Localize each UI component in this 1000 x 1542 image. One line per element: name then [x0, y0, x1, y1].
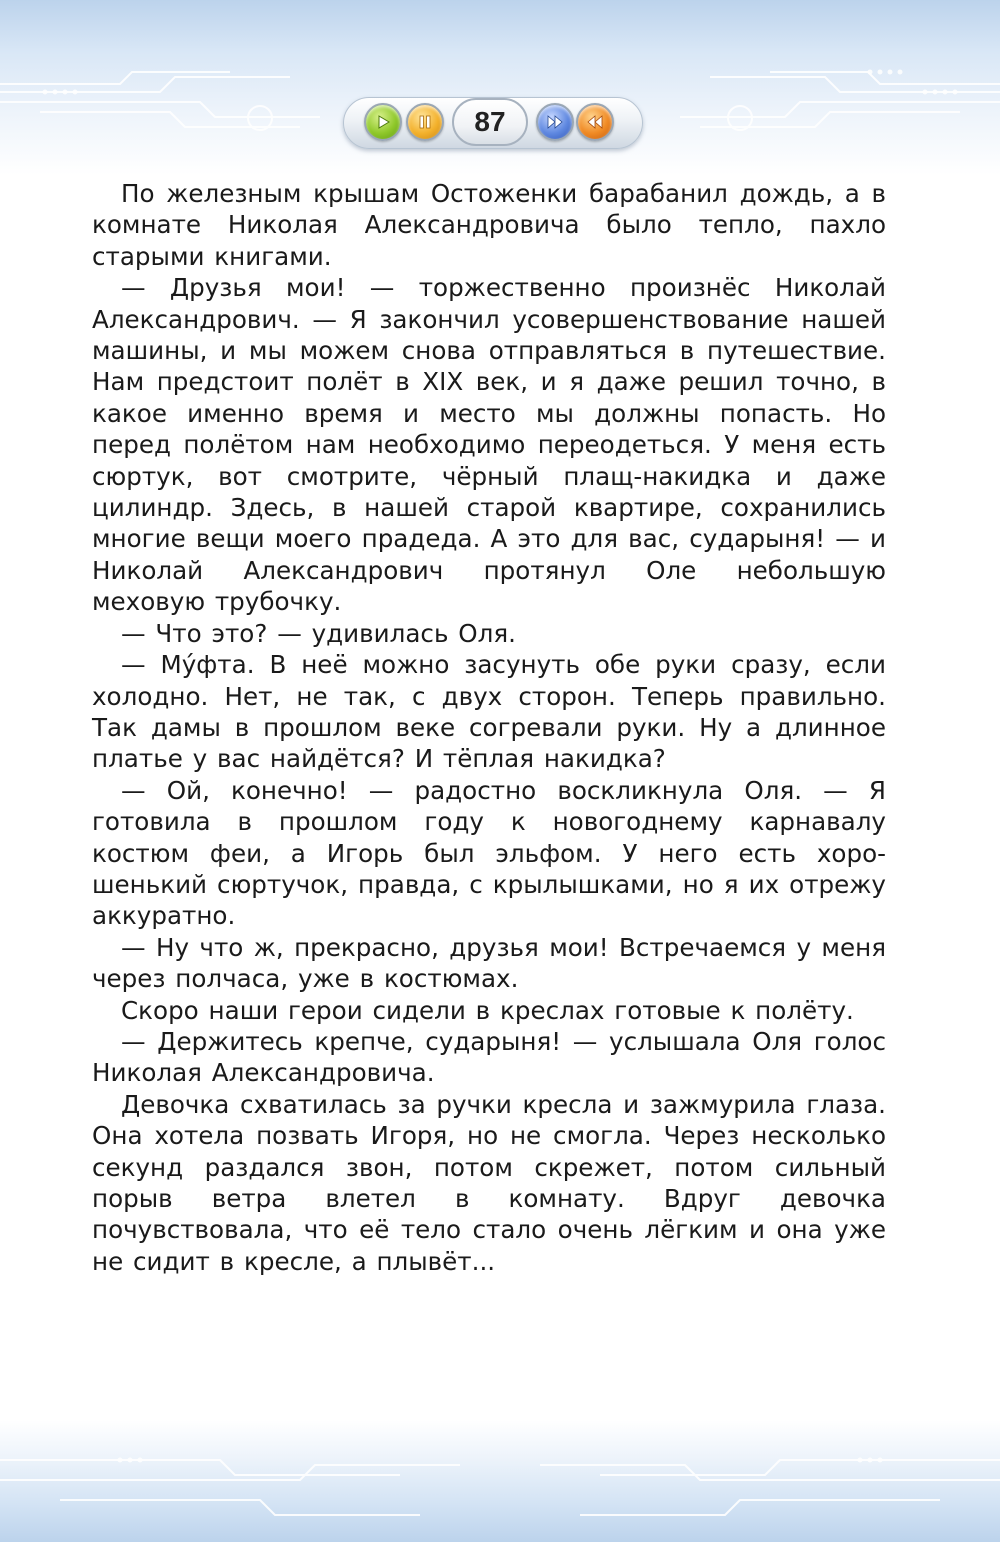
pause-icon — [416, 113, 434, 131]
paragraph: — Ну что ж, прекрасно, друзья мои! Встречаемся у меня через полчаса, уже в костюмах. — [92, 932, 886, 994]
previous-page-button[interactable] — [576, 103, 614, 141]
paragraph: Скоро наши герои сидели в креслах готовые к полёту. — [121, 995, 854, 1025]
next-page-button[interactable] — [536, 103, 574, 141]
paragraph: — Ой, конечно! — радостно воскликнула Оля. — Я готовила в прошлом году к новогоднему карнавалу костюм феи, а Игорь был эльфом. У него есть хорошенький сюртучок, правда, с крылышками, но я их отрежу аккуратно. — [92, 775, 886, 931]
page-number: 87 — [452, 98, 528, 146]
play-button[interactable] — [364, 103, 402, 141]
paragraph: — Что это? — удивилась Оля. — [121, 618, 516, 648]
paragraph: — Друзья мои! — торжественно произнёс Николай Александрович. — Я закончил усовершенствование нашей машины, и мы можем снова отправляться в путешествие. Нам предстоит полёт в XIX век, и я даже решил точно, в какое именно время и место мы должны попасть. Но перед полётом нам необходимо переодеться. У меня есть сюртук, вот смотрите, чёрный плащ-накидка и даже цилиндр. Здесь, в нашей старой квартире, сохранились многие вещи моего прадеда. А это для вас, сударыня! — и Николай Александрович протянул Оле небольшую меховую трубочку. — [92, 273, 886, 617]
fast-forward-icon — [545, 113, 565, 131]
rewind-icon — [585, 113, 605, 131]
play-icon — [374, 113, 392, 131]
paragraph: Девочка схватилась за ручки кресла и зажмурила глаза. Она хотела позвать Игоря, но не смогла. Через несколько секунд раздался звон, потом скрежет, потом сильный порыв ветра влетел в комнату. Вдруг девочка почувствовала, что её тело стало очень лёгким и она уже не сидит в кресле, а плывёт... — [92, 1089, 886, 1276]
paragraph: — Му́фта. В неё можно засунуть обе руки сразу, если холодно. Нет, не так, с двух сторон. Теперь правильно. Так дамы в прошлом веке согревали руки. Ну а длинное платье у вас найдётся? И тёплая накидка? — [92, 650, 886, 774]
pause-button[interactable] — [406, 103, 444, 141]
paragraph: — Держитесь крепче, сударыня! — услышала Оля голос Николая Александровича. — [92, 1026, 886, 1088]
paragraph: По железным крышам Остоженки барабанил дождь, а в комнате Николая Александровича было тепло, пахло старыми книгами. — [92, 179, 886, 271]
circuit-decoration-bottom — [0, 1420, 1000, 1542]
story-text — [92, 178, 886, 1277]
